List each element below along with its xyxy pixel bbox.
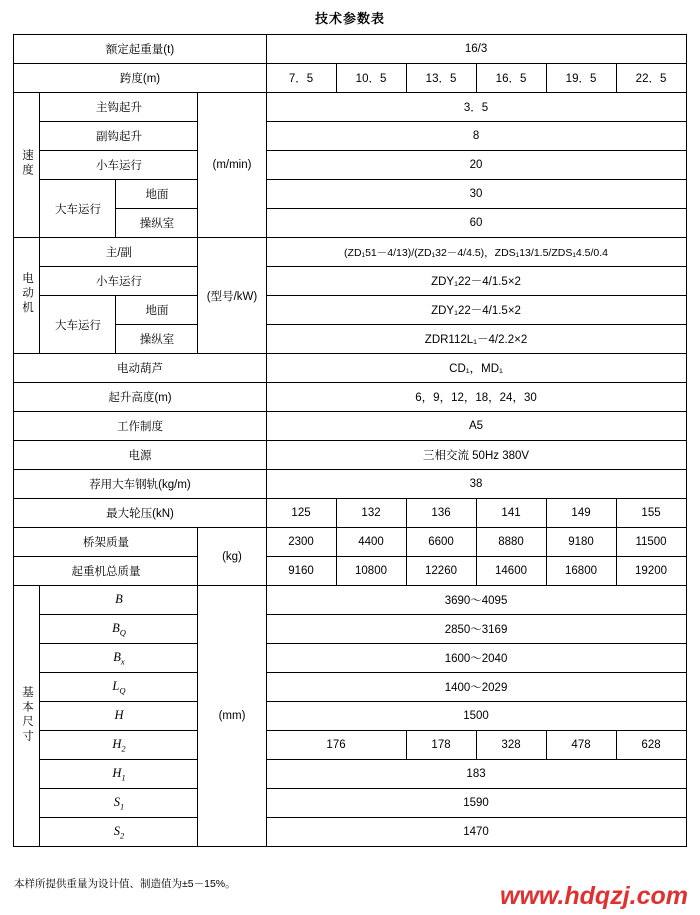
motor-group-label: 电动机 bbox=[14, 238, 40, 354]
dimension-value: 183 bbox=[266, 760, 686, 789]
table-row bbox=[14, 789, 686, 818]
motor-travel-cabin-value: ZDR112L₁－4/2.2×2 bbox=[266, 325, 686, 354]
motor-unit: (型号/kW) bbox=[198, 238, 266, 354]
speed-item-value: 20 bbox=[266, 151, 686, 180]
wheel-load-value: 141 bbox=[476, 499, 546, 528]
dimension-value: 1400～2029 bbox=[266, 673, 686, 702]
dimension-symbol: H bbox=[40, 702, 198, 731]
travel-cabin-speed: 60 bbox=[266, 209, 686, 238]
total-mass-value: 10800 bbox=[336, 557, 406, 586]
table-row bbox=[14, 412, 686, 441]
table-row bbox=[14, 383, 686, 412]
h2-value: 328 bbox=[476, 731, 546, 760]
wheel-load-value: 136 bbox=[406, 499, 476, 528]
bridge-mass-value: 4400 bbox=[336, 528, 406, 557]
table-row bbox=[14, 818, 686, 847]
page-title: 技术参数表 bbox=[314, 11, 385, 26]
dimension-value: 1500 bbox=[266, 702, 686, 731]
dimension-value: 3690～4095 bbox=[266, 586, 686, 615]
mass-unit: (kg) bbox=[198, 528, 266, 586]
dimension-symbol: B bbox=[40, 586, 198, 615]
wheel-load-value: 125 bbox=[266, 499, 336, 528]
speed-item-value: 8 bbox=[266, 122, 686, 151]
total-mass-value: 9160 bbox=[266, 557, 336, 586]
speed-item-label: 小车运行 bbox=[40, 151, 198, 180]
bridge-mass-value: 2300 bbox=[266, 528, 336, 557]
table-row bbox=[14, 673, 686, 702]
table-row bbox=[14, 354, 686, 383]
dimension-symbol: $B_Q$ bbox=[40, 615, 198, 644]
motor-travel-ground-value: ZDY₁22－4/1.5×2 bbox=[266, 296, 686, 325]
total-mass-value: 16800 bbox=[546, 557, 616, 586]
motor-trolley-value: ZDY₁22－4/1.5×2 bbox=[266, 267, 686, 296]
table-row bbox=[14, 93, 686, 122]
wheel-load-label: 最大轮压(kN) bbox=[14, 499, 266, 528]
table-row bbox=[14, 470, 686, 499]
h2-value: 178 bbox=[406, 731, 476, 760]
power-value: 三相交流 50Hz 380V bbox=[266, 441, 686, 470]
table-row bbox=[14, 238, 686, 267]
dimension-value: 1600～2040 bbox=[266, 644, 686, 673]
speed-item-value: 3．5 bbox=[266, 93, 686, 122]
table-row bbox=[14, 441, 686, 470]
table-row bbox=[14, 122, 686, 151]
wheel-load-value: 132 bbox=[336, 499, 406, 528]
table-row bbox=[14, 731, 686, 760]
dimension-group-label: 基本尺寸 bbox=[14, 586, 40, 847]
dimension-symbol: $S_1$ bbox=[40, 789, 198, 818]
travel-label: 大车运行 bbox=[40, 180, 116, 238]
table-row bbox=[14, 528, 686, 557]
power-label: 电源 bbox=[14, 441, 266, 470]
span-label: 跨度(m) bbox=[14, 64, 266, 93]
travel-ground-label: 地面 bbox=[116, 180, 198, 209]
motor-travel-cabin-label: 操纵室 bbox=[116, 325, 198, 354]
bridge-mass-label: 桥架质量 bbox=[14, 528, 198, 557]
lift-height-value: 6，9，12，18，24，30 bbox=[266, 383, 686, 412]
travel-cabin-label: 操纵室 bbox=[116, 209, 198, 238]
h2-value: 478 bbox=[546, 731, 616, 760]
motor-travel-ground-label: 地面 bbox=[116, 296, 198, 325]
motor-main-aux-label: 主/副 bbox=[40, 238, 198, 267]
span-value: 22．5 bbox=[616, 64, 686, 93]
dimension-symbol: $S_2$ bbox=[40, 818, 198, 847]
table-row bbox=[14, 296, 686, 325]
table-row bbox=[14, 702, 686, 731]
table-row bbox=[14, 64, 686, 93]
table-row bbox=[14, 760, 686, 789]
table-row bbox=[14, 586, 686, 615]
rated-load-label: 额定起重量(t) bbox=[14, 35, 266, 64]
dimension-value: 1590 bbox=[266, 789, 686, 818]
speed-group-label: 速度 bbox=[14, 93, 40, 238]
span-value: 19．5 bbox=[546, 64, 616, 93]
total-mass-value: 12260 bbox=[406, 557, 476, 586]
duty-label: 工作制度 bbox=[14, 412, 266, 441]
wheel-load-value: 155 bbox=[616, 499, 686, 528]
bridge-mass-value: 8880 bbox=[476, 528, 546, 557]
rail-label: 荐用大车钢轨(kg/m) bbox=[14, 470, 266, 499]
h2-value: 628 bbox=[616, 731, 686, 760]
watermark: www.hdqzj.com bbox=[500, 882, 688, 910]
technical-parameters-table bbox=[13, 34, 686, 847]
travel-ground-speed: 30 bbox=[266, 180, 686, 209]
table-row bbox=[14, 615, 686, 644]
bridge-mass-value: 9180 bbox=[546, 528, 616, 557]
dimension-unit: (mm) bbox=[198, 586, 266, 847]
duty-value: A5 bbox=[266, 412, 686, 441]
bridge-mass-value: 11500 bbox=[616, 528, 686, 557]
rated-load-value: 16/3 bbox=[266, 35, 686, 64]
motor-travel-label: 大车运行 bbox=[40, 296, 116, 354]
footnote: 本样所提供重量为设计值、制造值为±5－15%。 bbox=[14, 878, 236, 890]
motor-trolley-label: 小车运行 bbox=[40, 267, 198, 296]
dimension-value: 2850～3169 bbox=[266, 615, 686, 644]
table-row bbox=[14, 557, 686, 586]
motor-main-aux-value: (ZD₁51－4/13)/(ZD₁32－4/4.5)，ZDS₁13/1.5/ZDS₁4.5/0.4 bbox=[266, 238, 686, 267]
total-mass-value: 19200 bbox=[616, 557, 686, 586]
span-value: 13．5 bbox=[406, 64, 476, 93]
table-row bbox=[14, 180, 686, 209]
table-row bbox=[14, 267, 686, 296]
wheel-load-value: 149 bbox=[546, 499, 616, 528]
speed-item-label: 主钩起升 bbox=[40, 93, 198, 122]
table-row bbox=[14, 644, 686, 673]
dimension-symbol: $B_x$ bbox=[40, 644, 198, 673]
hoist-label: 电动葫芦 bbox=[14, 354, 266, 383]
rail-value: 38 bbox=[266, 470, 686, 499]
total-mass-value: 14600 bbox=[476, 557, 546, 586]
bridge-mass-value: 6600 bbox=[406, 528, 476, 557]
hoist-value: CD₁，MD₁ bbox=[266, 354, 686, 383]
total-mass-label: 起重机总质量 bbox=[14, 557, 198, 586]
span-value: 10．5 bbox=[336, 64, 406, 93]
lift-height-label: 起升高度(m) bbox=[14, 383, 266, 412]
dimension-symbol: $H_1$ bbox=[40, 760, 198, 789]
dimension-value: 1470 bbox=[266, 818, 686, 847]
dimension-symbol: $L_Q$ bbox=[40, 673, 198, 702]
speed-unit: (m/min) bbox=[198, 93, 266, 238]
span-value: 16．5 bbox=[476, 64, 546, 93]
speed-item-label: 副钩起升 bbox=[40, 122, 198, 151]
dimension-symbol: $H_2$ bbox=[40, 731, 198, 760]
table-row bbox=[14, 151, 686, 180]
span-value: 7．5 bbox=[266, 64, 336, 93]
table-row bbox=[14, 499, 686, 528]
table-row bbox=[14, 35, 686, 64]
h2-value: 176 bbox=[266, 731, 406, 760]
